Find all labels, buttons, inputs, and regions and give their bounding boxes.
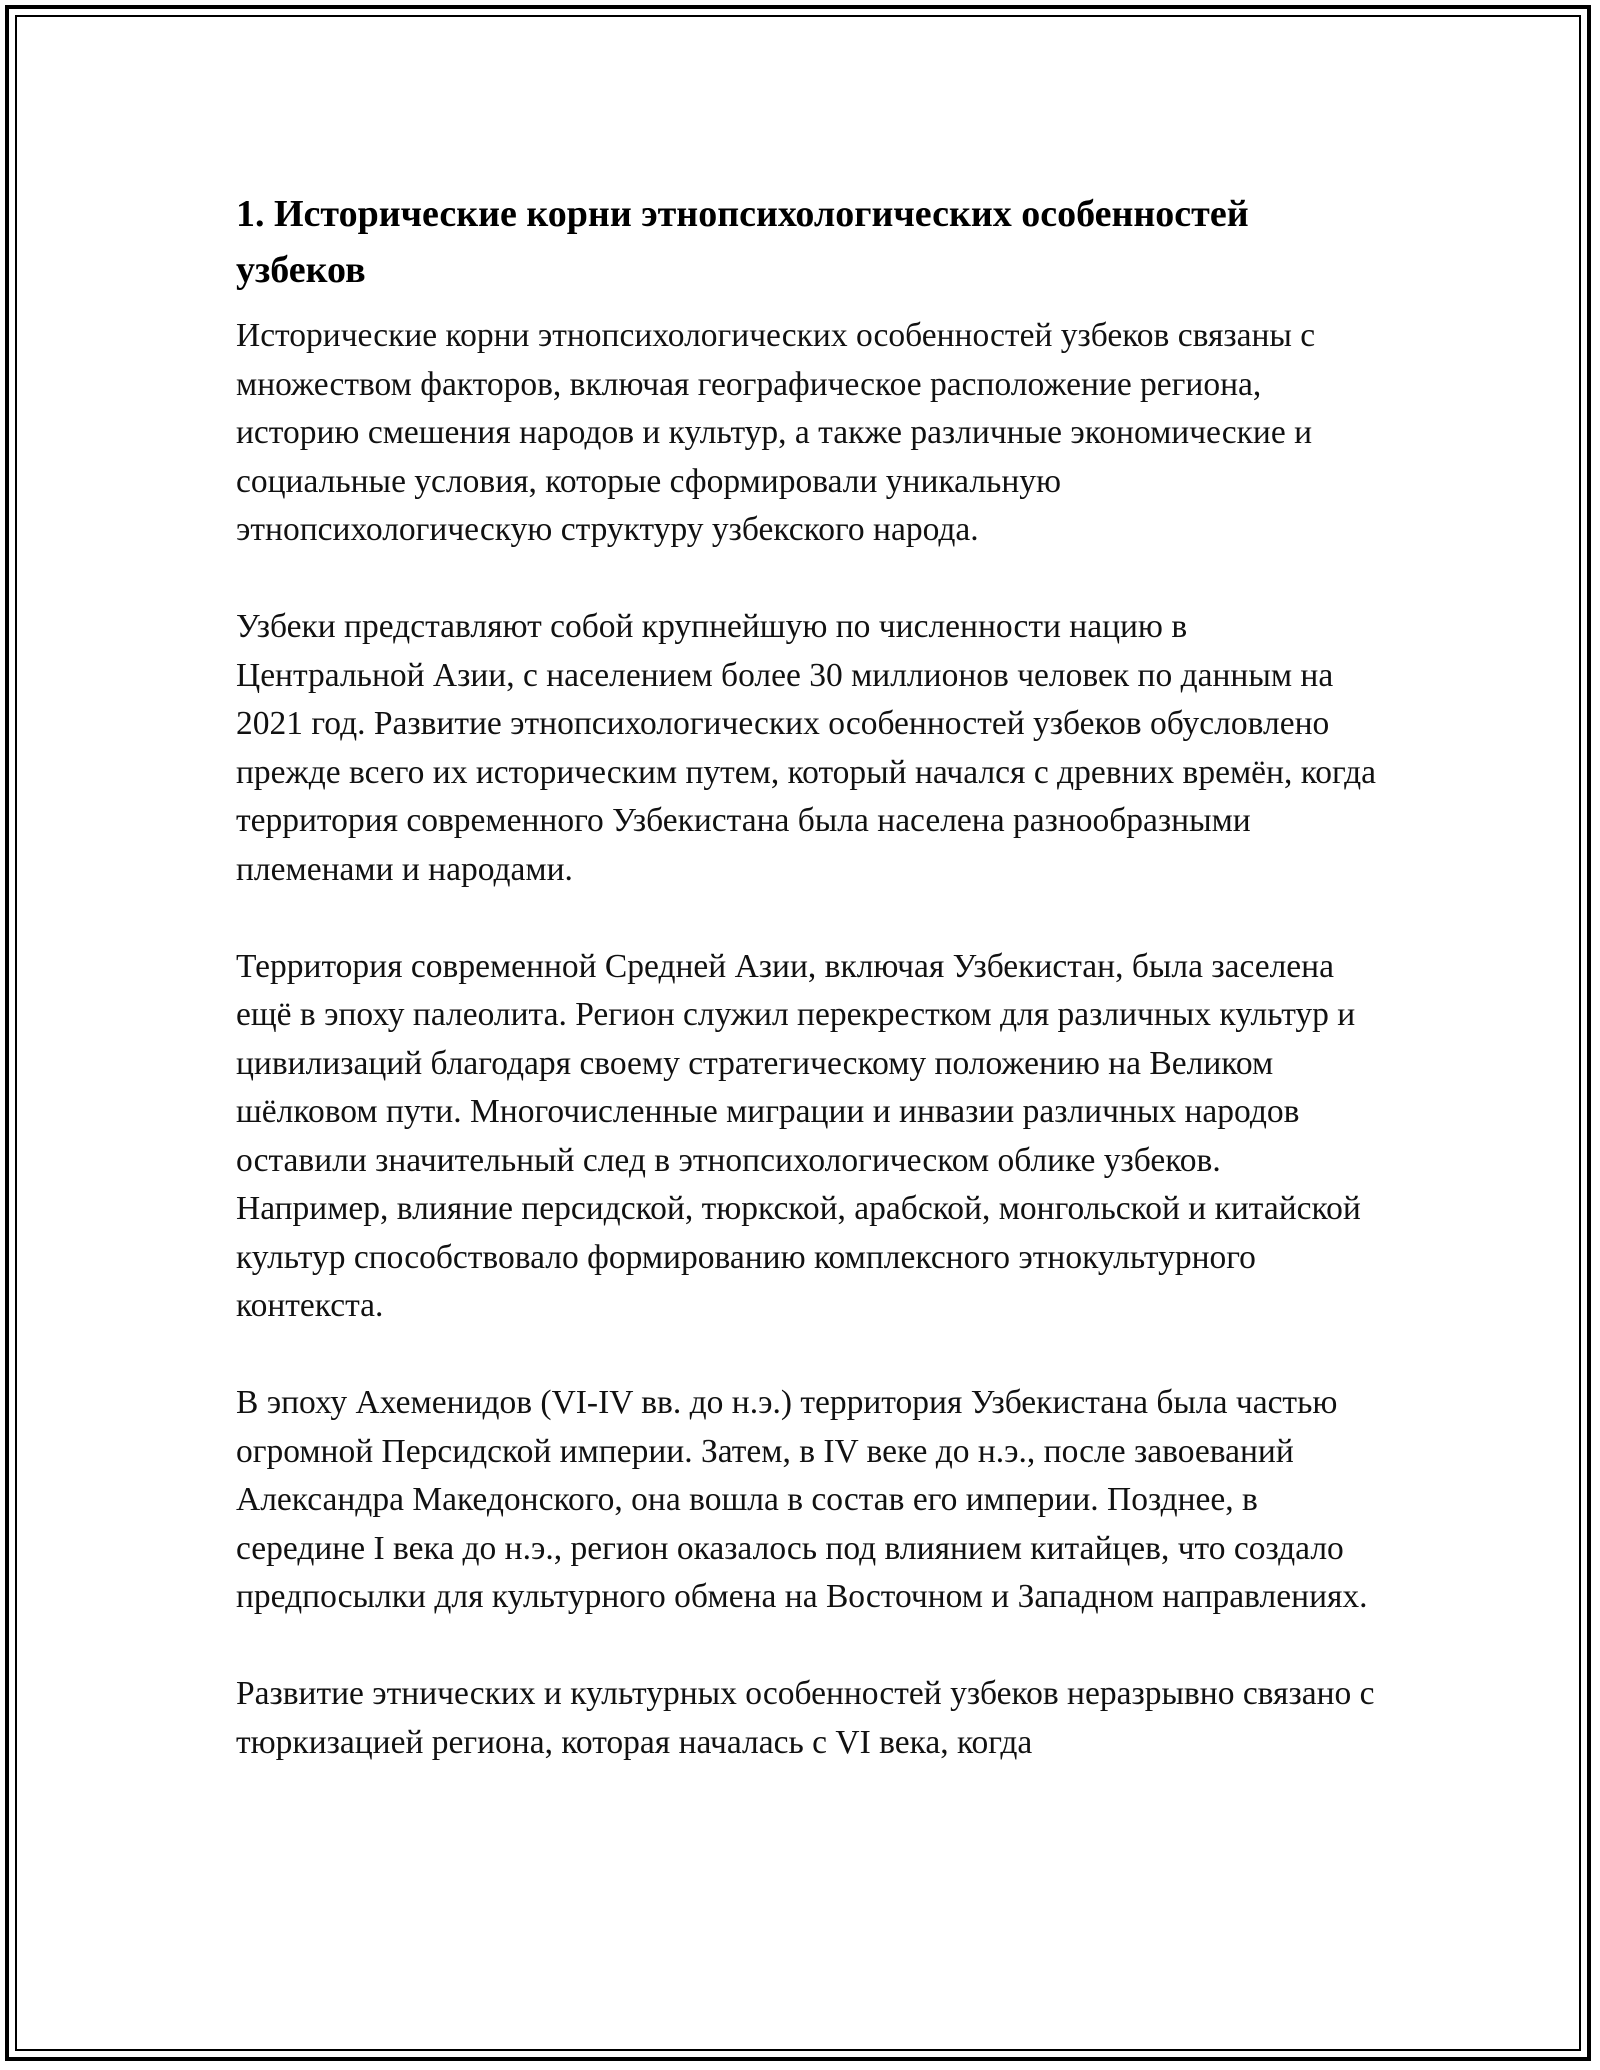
section-heading: 1. Исторические корни этнопсихологических особенностей узбеков	[236, 193, 1249, 291]
paragraph-4: В эпоху Ахеменидов (VI-IV вв. до н.э.) территория Узбекистана была частью огромной Персидской империи. Затем, в IV веке до н.э., после завоеваний Александра Македонского, она вошла в состав его империи. Позднее, в середине I века до н.э., регион оказалось под влиянием китайцев, что создало предпосылки для культурного обмена на Восточном и Западном направлениях.	[236, 1384, 1368, 1615]
document-body	[236, 186, 1376, 1816]
paragraph-1: Исторические корни этнопсихологических особенностей узбеков связаны с множеством факторов, включая географическое расположение региона, историю смешения народов и культур, а также различные экономические и социальные условия, которые сформировали уникальную этнопсихологическую структуру узбекского народа.	[236, 317, 1316, 548]
paragraph-3: Территория современной Средней Азии, включая Узбекистан, была заселена ещё в эпоху палеолита. Регион служил перекрестком для различных культур и цивилизаций благодаря своему стратегическому положению на Великом шёлковом пути. Многочисленные миграции и инвазии различных народов оставили значительный след в этнопсихологическом облике узбеков. Например, влияние персидской, тюркской, арабской, монгольской и китайской культур способствовало формированию комплексного этнокультурного контекста.	[236, 947, 1361, 1324]
paragraph-2: Узбеки представляют собой крупнейшую по численности нацию в Центральной Азии, с населением более 30 миллионов человек по данным на 2021 год. Развитие этнопсихологических особенностей узбеков обусловлено прежде всего их историческим путем, который начался с древних времён, когда территория современного Узбекистана была населена разнообразными племенами и народами.	[236, 608, 1377, 888]
paragraph-5: Развитие этнических и культурных особенностей узбеков неразрывно связано с тюркизацией региона, которая началась с VI века, когда	[236, 1675, 1375, 1761]
